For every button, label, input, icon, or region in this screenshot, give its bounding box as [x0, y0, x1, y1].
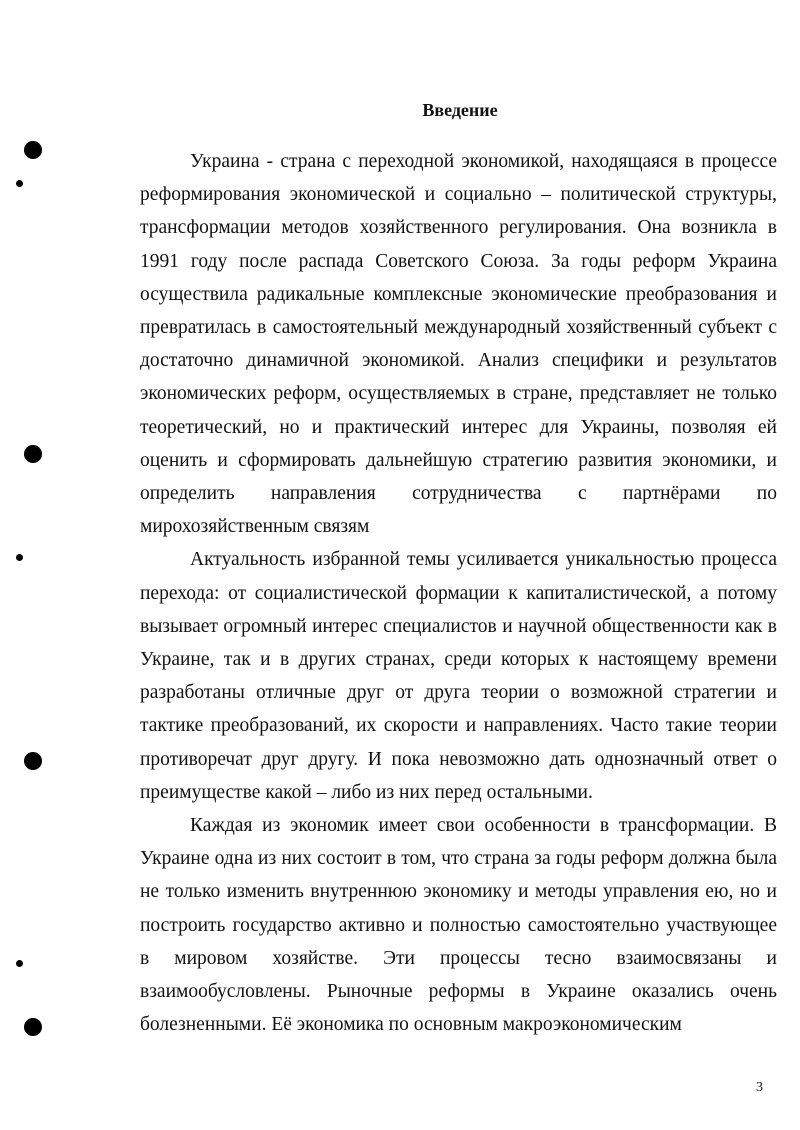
binder-hole-mark	[16, 960, 23, 967]
binder-hole-mark	[24, 752, 42, 770]
document-body	[140, 145, 777, 1041]
binder-hole-mark	[24, 141, 42, 159]
paragraph: Украина - страна с переходной экономикой, находящаяся в процессе реформирования экономической и социально – политической структуры, трансформации методов хозяйственного регулирования. Она возникла в 1991 году после распада Советского Союза. За годы реформ Украина осуществила радикальные комплексные экономические преобразования и превратилась в самостоятельный международный хозяйственный субъект с достаточно динамичной экономикой. Анализ специфики и результатов экономических реформ, осуществляемых в стране, представляет не только теоретический, но и практический интерес для Украины, позволяя ей оценить и сформировать дальнейшую стратегию развития экономики, и определить направления сотрудничества с партнёрами по мирохозяйственным связям	[140, 151, 777, 538]
paragraph: Актуальность избранной темы усиливается уникальностью процесса перехода: от социалистической формации к капиталистической, а потому вызывает огромный интерес специалистов и научной общественности как в Украине, так и в других странах, среди которых к настоящему времени разработаны отличные друг от друга теории о возможной стратегии и тактике преобразований, их скорости и направлениях. Часто такие теории противоречат друг другу. И пока невозможно дать однозначный ответ о преимуществе какой – либо из них перед остальными.	[140, 549, 777, 803]
section-heading: Введение	[422, 100, 498, 120]
binder-hole-mark	[24, 1018, 42, 1036]
binder-hole-mark	[16, 180, 23, 187]
binder-hole-mark	[16, 554, 23, 561]
page-number: 3	[756, 1080, 763, 1095]
paragraph: Каждая из экономик имеет свои особенности в трансформации. В Украине одна из них состоит в том, что страна за годы реформ должна была не только изменить внутреннюю экономику и методы управления ею, но и построить государство активно и полностью самостоятельно участвующее в мировом хозяйстве. Эти процессы тесно взаимосвязаны и взаимообусловлены. Рыночные реформы в Украине оказались очень болезненными. Её экономика по основным макроэкономическим	[140, 815, 777, 1036]
binder-hole-mark	[24, 445, 42, 463]
